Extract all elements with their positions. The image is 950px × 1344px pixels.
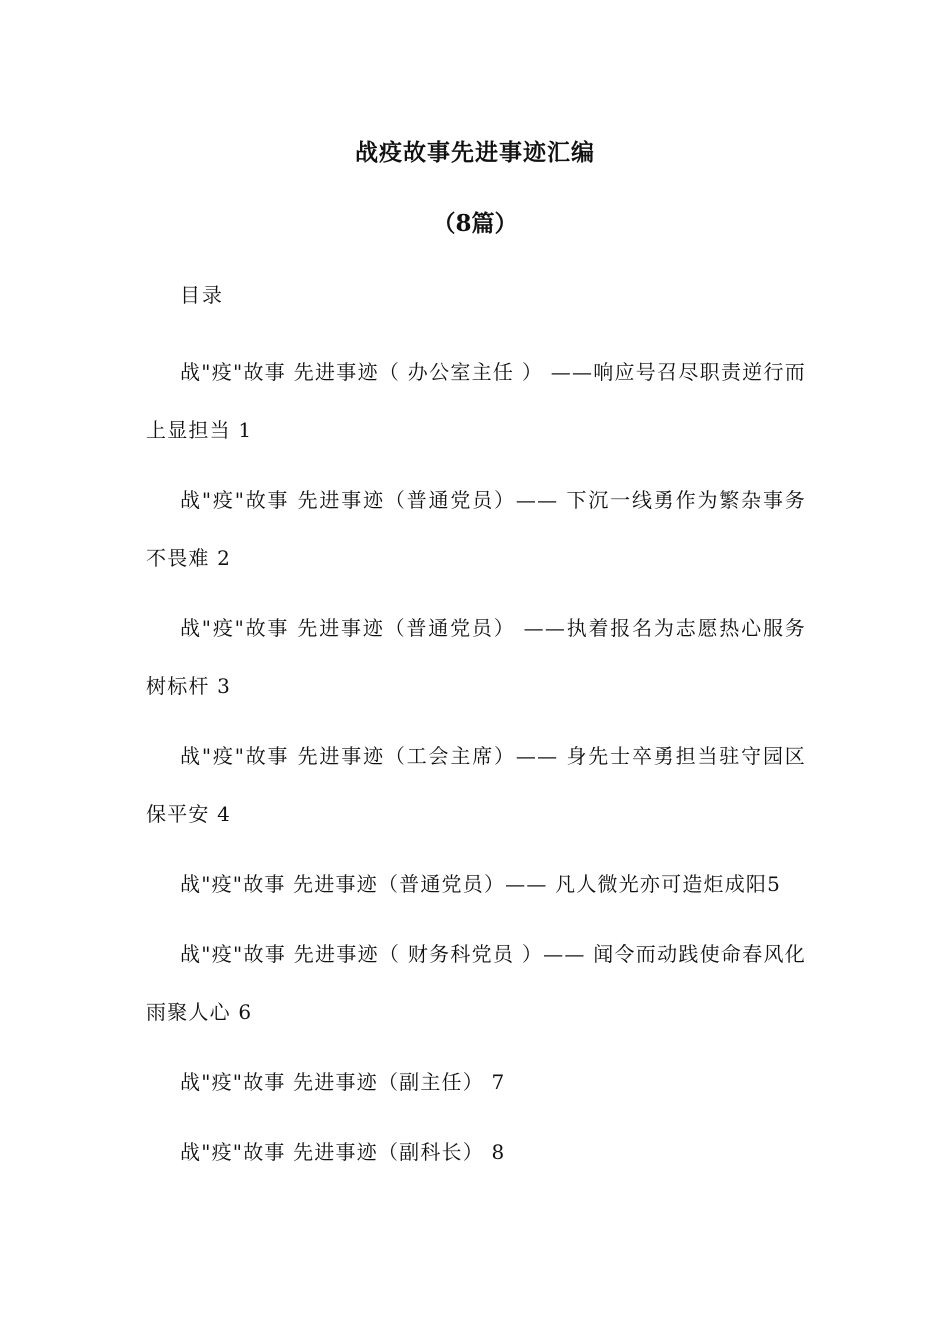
toc-heading: 目录 (180, 283, 224, 307)
document-subtitle: （8篇） (432, 210, 518, 237)
toc-item: 战"疫"故事 先进事迹（普通党员）—— 下沉一线勇作为繁杂事务不畏难 2 (146, 488, 806, 570)
toc-item: 战"疫"故事 先进事迹（ 财务科党员 ）—— 闻令而动践使命春风化雨聚人心 6 (146, 942, 806, 1024)
toc-list (146, 343, 806, 1193)
toc-item: 战"疫"故事 先进事迹（ 办公室主任 ） ——响应号召尽职责逆行而上显担当 1 (146, 360, 806, 442)
document-title: 战疫故事先进事迹汇编 (355, 139, 595, 166)
toc-item: 战"疫"故事 先进事迹（副科长） 8 (180, 1140, 506, 1164)
toc-item: 战"疫"故事 先进事迹（副主任） 7 (180, 1070, 506, 1094)
toc-item: 战"疫"故事 先进事迹（普通党员） ——执着报名为志愿热心服务树标杆 3 (146, 616, 806, 698)
toc-item: 战"疫"故事 先进事迹（工会主席）—— 身先士卒勇担当驻守园区保平安 4 (146, 744, 806, 826)
toc-item: 战"疫"故事 先进事迹（普通党员）—— 凡人微光亦可造炬成阳5 (180, 872, 782, 896)
